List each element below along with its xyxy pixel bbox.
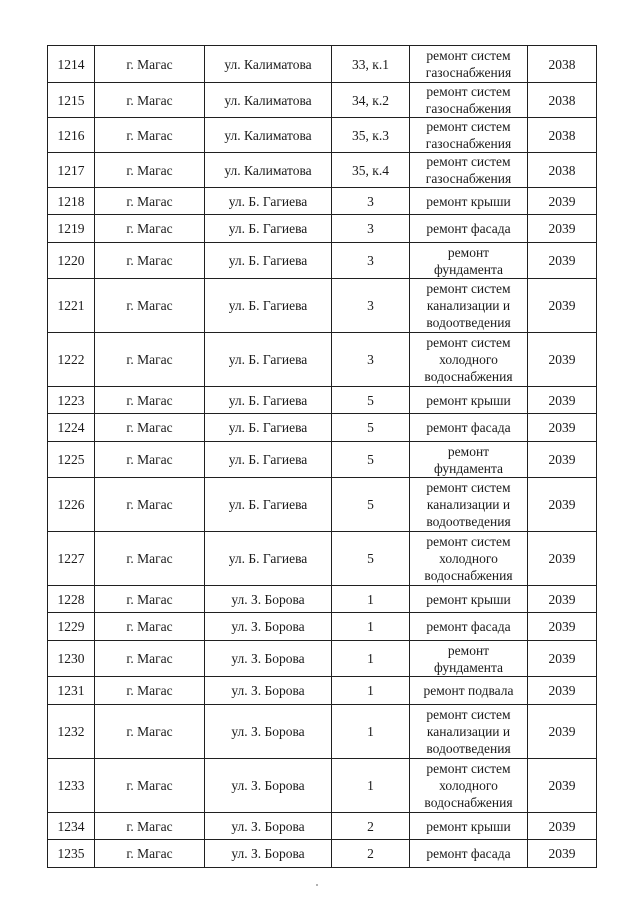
row-number: 1230 xyxy=(48,641,95,677)
city-cell: г. Магас xyxy=(95,188,205,215)
city-cell: г. Магас xyxy=(95,613,205,641)
work-type-line: ремонт xyxy=(447,443,490,459)
house-cell: 3 xyxy=(332,188,410,215)
table-row xyxy=(48,118,597,153)
year-cell: 2038 xyxy=(528,118,597,153)
row-number: 1229 xyxy=(48,613,95,641)
work-type-line: газоснабжения xyxy=(425,101,512,116)
city-cell: г. Магас xyxy=(95,813,205,840)
row-number: 1215 xyxy=(48,83,95,118)
work-type-line: ремонт xyxy=(447,244,490,260)
work-type-line: ремонт систем xyxy=(426,84,511,99)
house-cell: 1 xyxy=(332,677,410,705)
work-type-cell xyxy=(410,840,528,868)
city-cell: г. Магас xyxy=(95,83,205,118)
year-cell: 2039 xyxy=(528,586,597,613)
row-number: 1214 xyxy=(48,46,95,83)
table-row xyxy=(48,813,597,840)
year-cell: 2039 xyxy=(528,243,597,279)
work-type-line: ремонт крыши xyxy=(426,392,511,408)
work-type-cell xyxy=(410,414,528,442)
work-type-cell xyxy=(410,677,528,705)
year-cell: 2039 xyxy=(528,333,597,387)
year-cell: 2039 xyxy=(528,414,597,442)
work-type-line: канализации и xyxy=(426,724,511,739)
street-cell: ул. З. Борова xyxy=(205,677,332,705)
table-row xyxy=(48,243,597,279)
street-cell: ул. Б. Гагиева xyxy=(205,243,332,279)
row-number: 1217 xyxy=(48,153,95,188)
work-type-cell xyxy=(410,387,528,414)
table-row xyxy=(48,641,597,677)
row-number: 1220 xyxy=(48,243,95,279)
work-type-cell xyxy=(410,641,528,677)
table-body xyxy=(48,46,597,868)
city-cell: г. Магас xyxy=(95,387,205,414)
work-type-cell xyxy=(410,46,528,83)
work-type-line: холодного xyxy=(439,551,498,566)
work-type-line: ремонт систем xyxy=(426,761,511,776)
work-type-line: ремонт фасада xyxy=(426,846,511,861)
work-type-line: ремонт фасада xyxy=(426,420,511,435)
table-row xyxy=(48,586,597,613)
repair-schedule-table xyxy=(47,45,597,868)
table-row xyxy=(48,46,597,83)
house-cell: 5 xyxy=(332,532,410,586)
work-type-line: газоснабжения xyxy=(425,65,512,80)
table-row xyxy=(48,215,597,243)
street-cell: ул. З. Борова xyxy=(205,641,332,677)
city-cell: г. Магас xyxy=(95,46,205,83)
house-cell: 2 xyxy=(332,813,410,840)
work-type-line: водоотведения xyxy=(426,315,511,330)
row-number: 1227 xyxy=(48,532,95,586)
year-cell: 2039 xyxy=(528,677,597,705)
work-type-line: ремонт фасада xyxy=(426,221,511,236)
city-cell: г. Магас xyxy=(95,840,205,868)
row-number: 1223 xyxy=(48,387,95,414)
city-cell: г. Магас xyxy=(95,759,205,813)
work-type-line: ремонт крыши xyxy=(426,818,511,834)
work-type-line: ремонт подвала xyxy=(423,683,514,698)
work-type-line: ремонт систем xyxy=(426,119,511,134)
house-cell: 5 xyxy=(332,478,410,532)
street-cell: ул. Б. Гагиева xyxy=(205,333,332,387)
work-type-cell xyxy=(410,153,528,188)
row-number: 1224 xyxy=(48,414,95,442)
row-number: 1219 xyxy=(48,215,95,243)
house-cell: 1 xyxy=(332,641,410,677)
table-row xyxy=(48,613,597,641)
work-type-line: холодного xyxy=(439,352,498,367)
work-type-cell xyxy=(410,215,528,243)
year-cell: 2039 xyxy=(528,840,597,868)
street-cell: ул. Б. Гагиева xyxy=(205,279,332,333)
work-type-cell xyxy=(410,813,528,840)
street-cell: ул. Калиматова xyxy=(205,83,332,118)
table-row xyxy=(48,677,597,705)
street-cell: ул. З. Борова xyxy=(205,759,332,813)
city-cell: г. Магас xyxy=(95,279,205,333)
city-cell: г. Магас xyxy=(95,243,205,279)
street-cell: ул. Б. Гагиева xyxy=(205,478,332,532)
house-cell: 5 xyxy=(332,414,410,442)
table-row xyxy=(48,478,597,532)
work-type-line: газоснабжения xyxy=(425,136,512,151)
row-number: 1233 xyxy=(48,759,95,813)
year-cell: 2039 xyxy=(528,813,597,840)
work-type-line: ремонт систем xyxy=(426,335,511,350)
table-row xyxy=(48,442,597,478)
work-type-line: фундамента xyxy=(433,460,504,476)
city-cell: г. Магас xyxy=(95,478,205,532)
work-type-line: водоотведения xyxy=(426,514,511,529)
house-cell: 5 xyxy=(332,442,410,478)
year-cell: 2038 xyxy=(528,153,597,188)
work-type-line: водоотведения xyxy=(426,741,511,756)
house-cell: 1 xyxy=(332,586,410,613)
work-type-line: водоснабжения xyxy=(424,568,513,583)
year-cell: 2039 xyxy=(528,188,597,215)
scan-speck xyxy=(316,884,318,886)
street-cell: ул. Б. Гагиева xyxy=(205,414,332,442)
table-row xyxy=(48,414,597,442)
work-type-cell xyxy=(410,118,528,153)
city-cell: г. Магас xyxy=(95,215,205,243)
work-type-cell xyxy=(410,442,528,478)
work-type-line: ремонт систем xyxy=(426,707,511,722)
row-number: 1232 xyxy=(48,705,95,759)
work-type-cell xyxy=(410,586,528,613)
street-cell: ул. З. Борова xyxy=(205,586,332,613)
row-number: 1226 xyxy=(48,478,95,532)
city-cell: г. Магас xyxy=(95,442,205,478)
street-cell: ул. З. Борова xyxy=(205,813,332,840)
house-cell: 2 xyxy=(332,840,410,868)
house-cell: 3 xyxy=(332,279,410,333)
street-cell: ул. З. Борова xyxy=(205,613,332,641)
city-cell: г. Магас xyxy=(95,705,205,759)
street-cell: ул. Калиматова xyxy=(205,118,332,153)
year-cell: 2039 xyxy=(528,705,597,759)
table-row xyxy=(48,83,597,118)
work-type-line: водоснабжения xyxy=(424,369,513,384)
year-cell: 2039 xyxy=(528,215,597,243)
house-cell: 1 xyxy=(332,759,410,813)
work-type-line: водоснабжения xyxy=(424,795,513,810)
table-row xyxy=(48,840,597,868)
row-number: 1216 xyxy=(48,118,95,153)
work-type-line: фундамента xyxy=(433,261,504,277)
work-type-cell xyxy=(410,613,528,641)
table-row xyxy=(48,759,597,813)
house-cell: 5 xyxy=(332,387,410,414)
work-type-line: канализации и xyxy=(426,298,511,313)
house-cell: 33, к.1 xyxy=(332,46,410,83)
street-cell: ул. Калиматова xyxy=(205,153,332,188)
year-cell: 2038 xyxy=(528,46,597,83)
row-number: 1218 xyxy=(48,188,95,215)
table-row xyxy=(48,333,597,387)
work-type-line: ремонт систем xyxy=(426,281,511,296)
year-cell: 2039 xyxy=(528,532,597,586)
city-cell: г. Магас xyxy=(95,677,205,705)
house-cell: 3 xyxy=(332,333,410,387)
work-type-cell xyxy=(410,333,528,387)
work-type-line: холодного xyxy=(439,778,498,793)
city-cell: г. Магас xyxy=(95,532,205,586)
street-cell: ул. Б. Гагиева xyxy=(205,442,332,478)
city-cell: г. Магас xyxy=(95,641,205,677)
street-cell: ул. Б. Гагиева xyxy=(205,532,332,586)
street-cell: ул. Б. Гагиева xyxy=(205,387,332,414)
table-row xyxy=(48,705,597,759)
row-number: 1225 xyxy=(48,442,95,478)
work-type-cell xyxy=(410,243,528,279)
city-cell: г. Магас xyxy=(95,333,205,387)
table-row xyxy=(48,279,597,333)
row-number: 1231 xyxy=(48,677,95,705)
year-cell: 2039 xyxy=(528,279,597,333)
work-type-cell xyxy=(410,279,528,333)
year-cell: 2038 xyxy=(528,83,597,118)
work-type-line: канализации и xyxy=(426,497,511,512)
city-cell: г. Магас xyxy=(95,414,205,442)
house-cell: 35, к.3 xyxy=(332,118,410,153)
street-cell: ул. З. Борова xyxy=(205,705,332,759)
year-cell: 2039 xyxy=(528,759,597,813)
year-cell: 2039 xyxy=(528,613,597,641)
row-number: 1222 xyxy=(48,333,95,387)
work-type-cell xyxy=(410,759,528,813)
street-cell: ул. Калиматова xyxy=(205,46,332,83)
work-type-line: фундамента xyxy=(433,659,504,675)
house-cell: 1 xyxy=(332,613,410,641)
street-cell: ул. Б. Гагиева xyxy=(205,215,332,243)
row-number: 1221 xyxy=(48,279,95,333)
year-cell: 2039 xyxy=(528,442,597,478)
row-number: 1234 xyxy=(48,813,95,840)
table-row xyxy=(48,532,597,586)
house-cell: 3 xyxy=(332,243,410,279)
street-cell: ул. Б. Гагиева xyxy=(205,188,332,215)
table-row xyxy=(48,153,597,188)
city-cell: г. Магас xyxy=(95,153,205,188)
work-type-line: ремонт систем xyxy=(426,48,511,63)
row-number: 1228 xyxy=(48,586,95,613)
house-cell: 3 xyxy=(332,215,410,243)
work-type-cell xyxy=(410,83,528,118)
work-type-cell xyxy=(410,188,528,215)
work-type-line: ремонт систем xyxy=(426,480,511,495)
year-cell: 2039 xyxy=(528,478,597,532)
year-cell: 2039 xyxy=(528,641,597,677)
work-type-line: газоснабжения xyxy=(425,171,512,186)
table-row xyxy=(48,188,597,215)
work-type-cell xyxy=(410,478,528,532)
work-type-cell xyxy=(410,532,528,586)
city-cell: г. Магас xyxy=(95,118,205,153)
table-row xyxy=(48,387,597,414)
house-cell: 1 xyxy=(332,705,410,759)
house-cell: 35, к.4 xyxy=(332,153,410,188)
work-type-line: ремонт крыши xyxy=(426,591,511,607)
work-type-line: ремонт систем xyxy=(426,154,511,169)
work-type-line: ремонт крыши xyxy=(426,193,511,209)
work-type-line: ремонт систем xyxy=(426,534,511,549)
work-type-line: ремонт xyxy=(447,642,490,658)
street-cell: ул. З. Борова xyxy=(205,840,332,868)
row-number: 1235 xyxy=(48,840,95,868)
house-cell: 34, к.2 xyxy=(332,83,410,118)
work-type-line: ремонт фасада xyxy=(426,619,511,634)
work-type-cell xyxy=(410,705,528,759)
year-cell: 2039 xyxy=(528,387,597,414)
city-cell: г. Магас xyxy=(95,586,205,613)
